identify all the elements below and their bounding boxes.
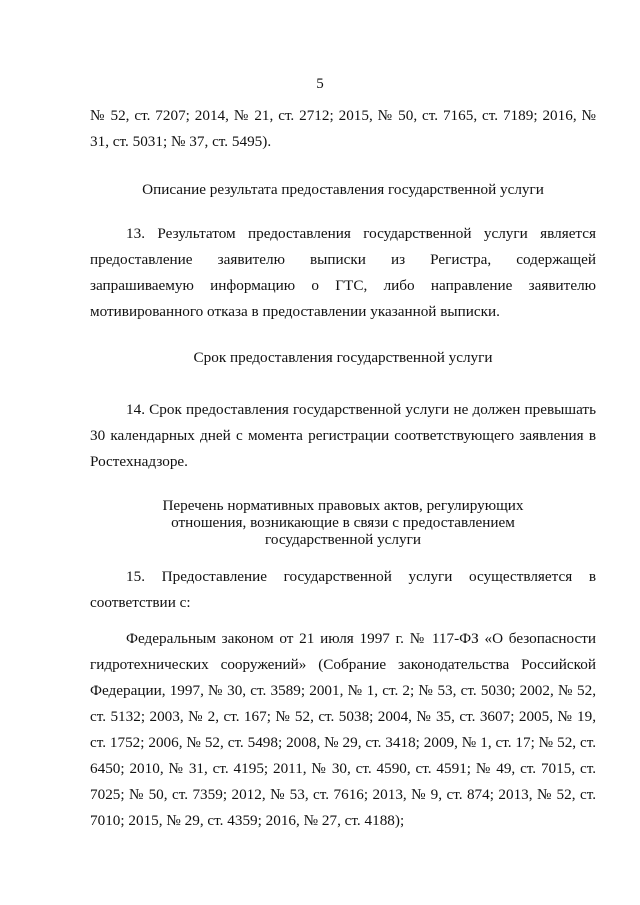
continuation-paragraph: № 52, ст. 7207; 2014, № 21, ст. 2712; 2015, № 50, ст. 7165, ст. 7189; 2016, № 31, ст. 5031; № 37, ст. 5495). <box>90 107 596 150</box>
heading-result: Описание результата предоставления государственной услуги <box>142 181 544 198</box>
federal-law-paragraph: Федеральным законом от 21 июля 1997 г. № 117-ФЗ «О безопасности гидротехнических сооружений» (Собрание законодательства Российской Федерации, 1997, № 30, ст. 3589; 2001, № 1, ст. 2; № 53, ст. 5030; 2002, № 52, ст. 5132; 2003, № 2, ст. 167; № 52, ст. 5038; 2004, № 35, ст. 3607; 2005, № 19, ст. 1752; 2006, № 52, ст. 5498; 2008, № 29, ст. 3418; 2009, № 1, ст. 17; № 52, ст. 6450; 2010, № 31, ст. 4195; 2011, № 30, ст. 4590, ст. 4591; № 49, ст. 7015, ст. 7025; № 50, ст. 7359; 2012, № 53, ст. 7616; 2013, № 9, ст. 874; 2013, № 52, ст. 7010; 2015, № 29, ст. 4359; 2016, № 27, ст. 4188); <box>90 630 596 829</box>
document-body <box>90 103 596 834</box>
heading-legal-acts <box>90 497 596 548</box>
paragraph-14: 14. Срок предоставления государственной услуги не должен превышать 30 календарных дней с момента регистрации соответствующего заявления в Ростехнадзоре. <box>90 401 596 470</box>
heading-legal-line-1: Перечень нормативных правовых актов, регулирующих <box>162 497 524 514</box>
heading-legal-line-2: отношения, возникающие в связи с предоставлением <box>171 514 515 531</box>
paragraph-13: 13. Результатом предоставления государственной услуги является предоставление заявителю выписки из Регистра, содержащей запрашиваемую информацию о ГТС, либо направление заявителю мотивированного отказа в предоставлении указанной выписки. <box>90 225 596 320</box>
heading-legal-line-3: государственной услуги <box>265 531 421 548</box>
paragraph-15: 15. Предоставление государственной услуги осуществляется в соответствии с: <box>90 568 596 611</box>
heading-term: Срок предоставления государственной услуги <box>193 349 493 366</box>
page-number: 5 <box>316 76 324 92</box>
